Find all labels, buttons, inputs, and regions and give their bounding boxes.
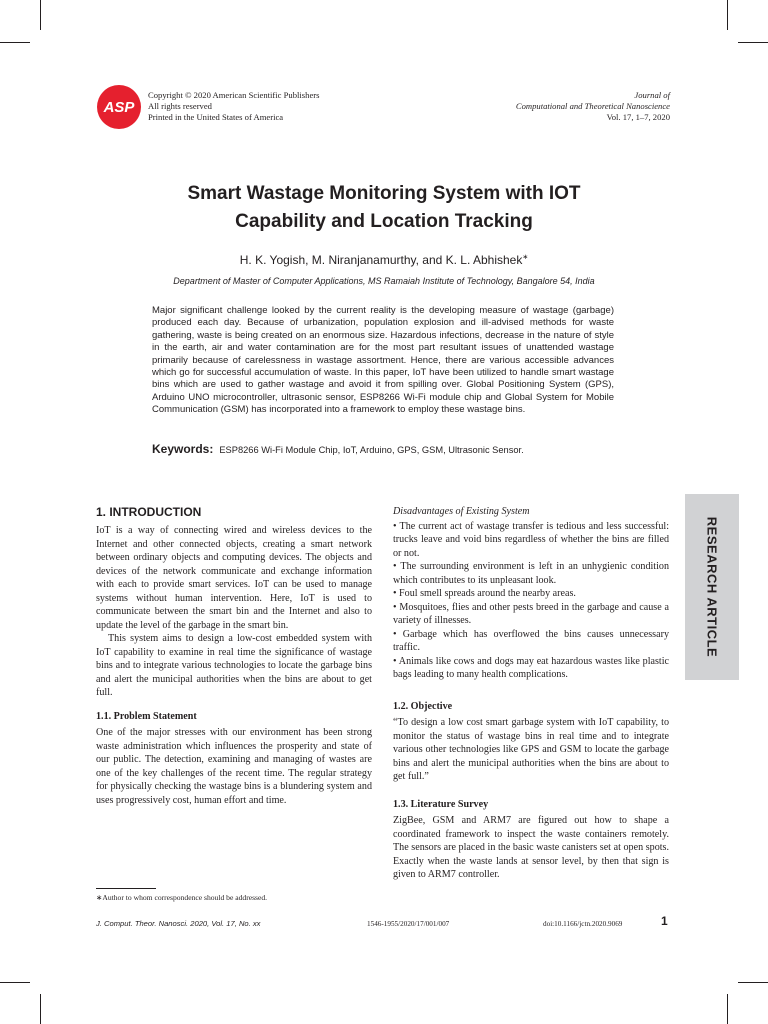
bullet-item: • Animals like cows and dogs may eat hazardous wastes like plastic bags leading to many health complications.	[393, 655, 669, 680]
crop-mark	[0, 42, 30, 43]
abstract: Major significant challenge looked by the current reality is the developing measure of wastage (garbage) produced each day. Because of urbanization, population explosion and ill-advised methods for waste gathering, waste is being created on an enormous size. Hazardous infections, decrease in the nature of style in the earth, air and water contamination are for the most part resultant issues of unattended wastage primarily because of carelessness in wastage assortment. Hence, there are various accessible advances which go for successful accumulation of waste. In this paper, IoT have been utilized to handle smart wastage bins which are used to gather wastage and avoid it from spilling over. Global Positioning System (GPS), Arduino UNO microcontroller, ultrasonic sensor, ESP8266 Wi-Fi module chip and Global System for Mobile Communication (GSM) has incorporated into a framework to employ these wastage bins.	[152, 305, 614, 416]
keywords-label: Keywords:	[152, 442, 214, 456]
page-number: 1	[661, 914, 668, 928]
crop-mark	[727, 994, 728, 1024]
author-names: H. K. Yogish, M. Niranjanamurthy, and K. L. Abhishek	[239, 253, 523, 267]
copyright-line: Printed in the United States of America	[148, 112, 284, 122]
copyright-block	[148, 90, 319, 123]
bullet-item: • The surrounding environment is left in an unhygienic condition which contributes to its unpleasant look.	[393, 561, 669, 586]
crop-mark	[738, 42, 768, 43]
subsection-heading: 1.3. Literature Survey	[393, 798, 489, 810]
title-line: Smart Wastage Monitoring System with IOT	[187, 183, 581, 204]
paragraph: One of the major stresses with our environment has been strong waste administration which influences the prosperity and state of our public. The detection, examining and managing of wastes are one of the key challenges of the recent time. The regular strategy for physically checking the wastage bins is a blundering system and uses progressively cost, human effort and time.	[96, 727, 372, 806]
publisher-logo	[96, 84, 142, 130]
author-mark: ∗	[522, 254, 529, 261]
crop-mark	[727, 0, 728, 30]
affiliation: Department of Master of Computer Applications, MS Ramaiah Institute of Technology, Bangalore 54, India	[173, 276, 595, 286]
subsection-heading: 1.2. Objective	[393, 700, 453, 712]
title-line: Capability and Location Tracking	[235, 211, 533, 232]
footer-citation: J. Comput. Theor. Nanosci. 2020, Vol. 17, No. xx	[96, 919, 261, 928]
bullet-item: • Foul smell spreads around the nearby areas.	[393, 588, 576, 599]
footnote-rule	[96, 888, 156, 889]
section-heading: 1. INTRODUCTION	[96, 505, 202, 519]
paragraph: “To design a low cost smart garbage system with IoT capability, to monitor the status of wastage bins in real time and to integrate various other technologies like GPS and GSM to locate the garbage bins and alert the municipal authorities when the bins are about to get full.”	[393, 717, 669, 782]
paragraph: ZigBee, GSM and ARM7 are figured out how to shape a coordinated framework to inspect the waste containers remotely. The sensors are placed in the basic waste canisters set at open spots. Exactly when the waste lands at sensor level, by then that sign is given to ARM7 controller.	[393, 815, 669, 880]
logo-text: ASP	[103, 99, 135, 116]
keywords	[152, 441, 622, 458]
authors	[0, 250, 768, 268]
subsection-heading: 1.1. Problem Statement	[96, 710, 197, 722]
article-type-label: RESEARCH ARTICLE	[704, 516, 720, 658]
journal-line: Journal of	[634, 90, 670, 100]
keywords-list: ESP8266 Wi-Fi Module Chip, IoT, Arduino, GPS, GSM, Ultrasonic Sensor.	[219, 445, 524, 455]
bullet-item: • Garbage which has overflowed the bins causes unnecessary traffic.	[393, 628, 669, 653]
bullet-item: • The current act of wastage transfer is tedious and less successful: trucks leave and void bins regardless of whether the bins are filled or not.	[393, 520, 669, 559]
journal-name: Computational and Theoretical Nanoscience	[515, 101, 670, 111]
footer-doi: doi:10.1166/jctn.2020.9069	[543, 920, 623, 928]
crop-mark	[40, 994, 41, 1024]
subsection-heading: Disadvantages of Existing System	[393, 506, 530, 517]
crop-mark	[0, 982, 30, 983]
copyright-line: Copyright © 2020 American Scientific Publishers	[148, 90, 320, 100]
footnote: ∗Author to whom correspondence should be addressed.	[96, 893, 268, 902]
copyright-line: All rights reserved	[148, 101, 212, 111]
bullet-item: • Mosquitoes, flies and other pests breed in the garbage and cause a variety of illnesses.	[393, 601, 669, 626]
paper-title	[0, 180, 768, 236]
crop-mark	[40, 0, 41, 30]
journal-info	[450, 90, 670, 123]
journal-volume: Vol. 17, 1–7, 2020	[606, 112, 670, 122]
paragraph: IoT is a way of connecting wired and wireless devices to the Internet and other connected objects, creating a smart network between ordinary objects and computing devices. The objects and devices of the network communicate and exchange information with each to provide smart services. IoT can be used to manage systems without human intervention. Here, IoT is used to communicate between the smart bin and the Internet and also to update the level of the garbage in the smart bin.	[96, 525, 372, 631]
crop-mark	[738, 982, 768, 983]
paragraph: This system aims to design a low-cost embedded system with IoT capability to examine in real time the significance of wastage bins and to integrate various technologies to locate the garbage bins and alert the municipal authorities when the bins are about to get full.	[96, 633, 372, 698]
right-column	[393, 505, 669, 882]
left-column	[96, 505, 372, 807]
footer-issn: 1546-1955/2020/17/001/007	[367, 920, 450, 928]
